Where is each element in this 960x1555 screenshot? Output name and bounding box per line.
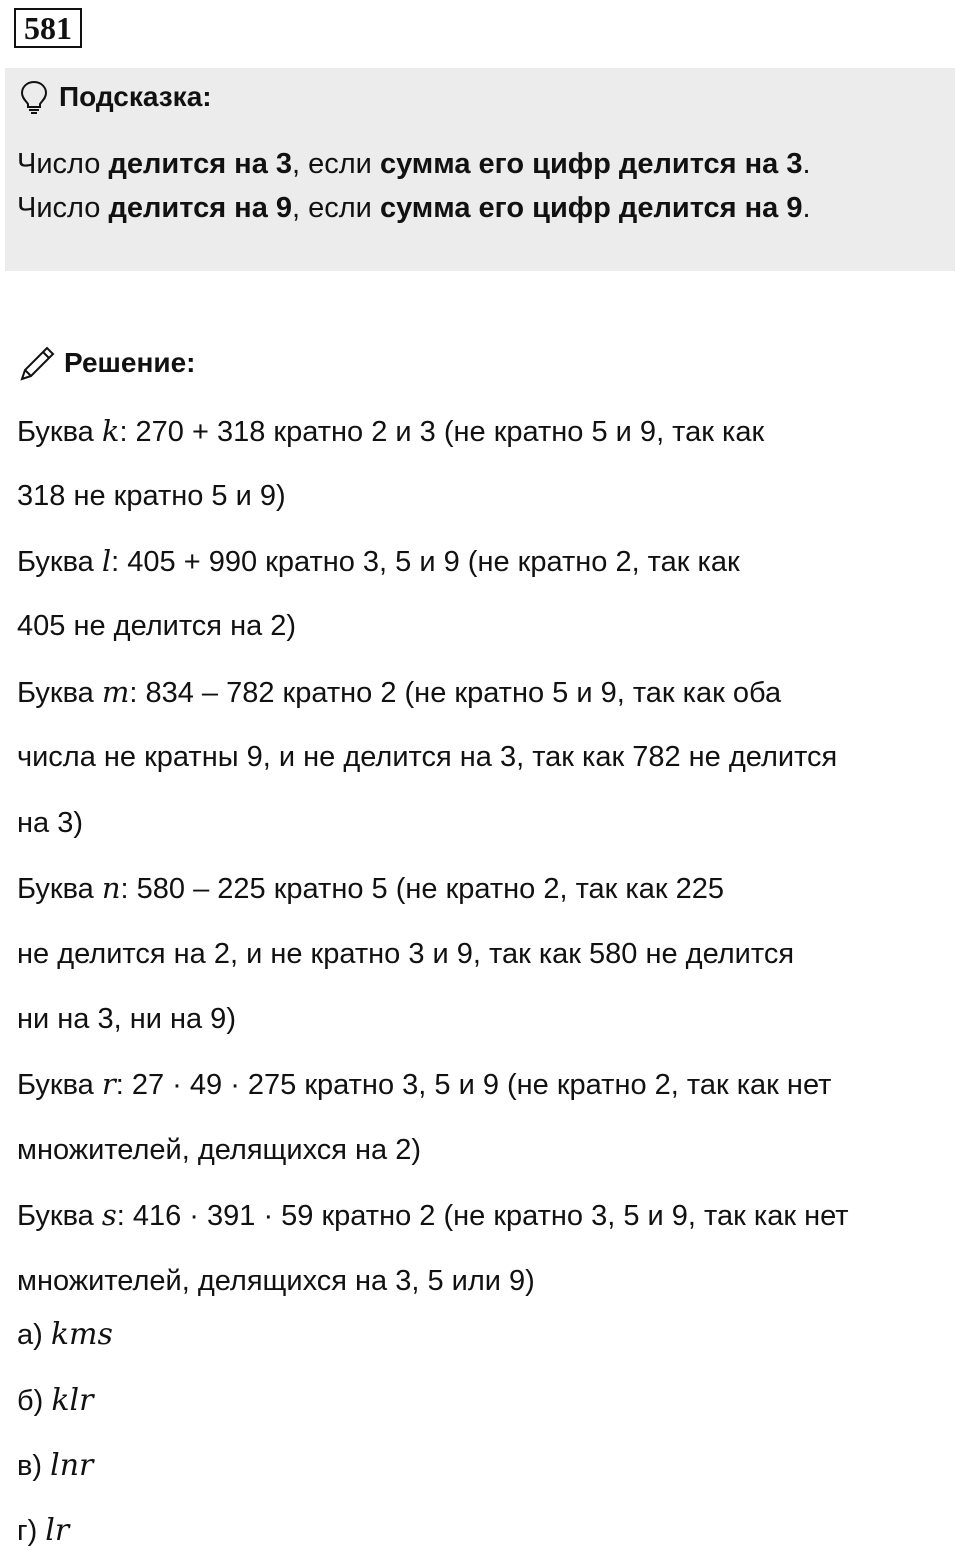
solution-line: множителей, делящихся на 3, 5 или 9) <box>17 1265 535 1297</box>
task-number: 581 <box>14 8 82 48</box>
hint-title: Подсказка: <box>59 81 212 112</box>
pencil-icon <box>18 343 58 383</box>
solution-line: 405 не делится на 2) <box>17 610 297 642</box>
solution-line: Буква n: 580 – 225 кратно 5 (не кратно 2, так как 225 <box>17 871 725 905</box>
solution-line: 318 не кратно 5 и 9) <box>17 480 286 512</box>
hint-header <box>19 80 212 114</box>
solution-line: множителей, делящихся на 2) <box>17 1134 422 1166</box>
solution-line: ни на 3, ни на 9) <box>17 1003 236 1035</box>
hint-line-1: Число делится на 3, если сумма его цифр делится на 3. <box>17 148 811 180</box>
solution-title: Решение: <box>64 347 196 378</box>
solution-line: числа не кратны 9, и не делится на 3, так как 782 не делится <box>17 741 838 773</box>
answer-a: а) kms <box>17 1317 113 1352</box>
solution-line: Буква k: 270 + 318 кратно 2 и 3 (не кратно 5 и 9, так как <box>17 414 765 448</box>
hint-line-2: Число делится на 9, если сумма его цифр делится на 9. <box>17 192 811 224</box>
lightbulb-icon <box>19 80 49 114</box>
solution-header <box>18 343 195 383</box>
solution-line: Буква m: 834 – 782 кратно 2 (не кратно 5 и 9, так как оба <box>17 675 782 709</box>
solution-line: не делится на 2, и не кратно 3 и 9, так как 580 не делится <box>17 938 795 970</box>
answer-g: г) lr <box>17 1513 70 1548</box>
solution-line: Буква r: 27 · 49 · 275 кратно 3, 5 и 9 (не кратно 2, так как нет <box>17 1067 832 1101</box>
hint-box <box>5 68 955 271</box>
answer-v: в) lnr <box>17 1448 94 1483</box>
solution-line: на 3) <box>17 807 83 839</box>
solution-line: Буква l: 405 + 990 кратно 3, 5 и 9 (не кратно 2, так как <box>17 544 740 578</box>
solution-line: Буква s: 416 · 391 · 59 кратно 2 (не кратно 3, 5 и 9, так как нет <box>17 1198 849 1232</box>
answer-b: б) klr <box>17 1383 94 1418</box>
